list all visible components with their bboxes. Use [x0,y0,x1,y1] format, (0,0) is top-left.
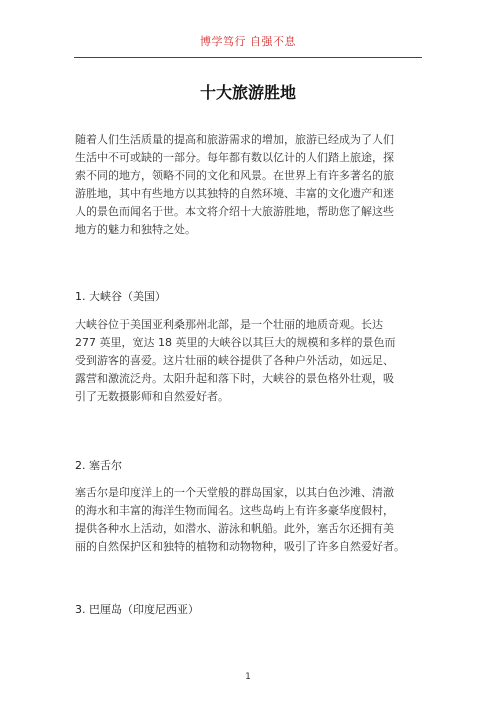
section-1-paragraph [75,316,435,406]
header-divider [74,57,422,58]
text-line: 受到游客的喜爱。这片壮丽的峡谷提供了各种户外活动，如远足、 [75,354,394,367]
intro-paragraph [75,131,435,239]
page-header: 博学笃行 自强不息 [200,35,296,48]
text-line: 随着人们生活质量的提高和旅游需求的增加，旅游已经成为了人们 [75,133,394,146]
text-line: 人的景色而闻名于世。本文将介绍十大旅游胜地，帮助您了解这些 [75,205,394,218]
document-title: 十大旅游胜地 [199,83,296,102]
page-number: 1 [245,672,251,682]
text-line: 索不同的地方，领略不同的文化和风景。在世界上有许多著名的旅 [75,169,394,182]
text-line: 地方的魅力和独特之处。 [75,223,196,236]
text-line: 引了无数摄影师和自然爱好者。 [75,390,229,403]
text-line: 生活中不可或缺的一部分。每年都有数以亿计的人们踏上旅途，探 [75,151,394,164]
text-line: 的海水和丰富的海洋生物而闻名。这些岛屿上有许多豪华度假村， [75,504,394,517]
section-heading-3: 3. 巴厘岛（印度尼西亚） [75,603,199,616]
text-line: 丽的自然保护区和独特的植物和动物物种，吸引了许多自然爱好者。 [75,540,405,553]
text-line: 游胜地，其中有些地方以其独特的自然环境、丰富的文化遗产和迷 [75,187,394,200]
section-2-paragraph [75,484,435,556]
text-line: 塞舌尔是印度洋上的一个天堂般的群岛国家，以其白色沙滩、清澈 [75,486,394,499]
section-heading-2: 2. 塞舌尔 [75,459,122,472]
text-line: 露营和激流泛舟。太阳升起和落下时，大峡谷的景色格外壮观，吸 [75,372,394,385]
text-line: 大峡谷位于美国亚利桑那州北部，是一个壮丽的地质奇观。长达 [75,318,383,331]
section-heading-1: 1. 大峡谷（美国） [75,290,166,303]
text-line: 提供各种水上活动，如潜水、游泳和帆船。此外，塞舌尔还拥有美 [75,522,394,535]
text-line: 277 英里，宽达 18 英里的大峡谷以其巨大的规模和多样的景色而 [75,336,396,349]
